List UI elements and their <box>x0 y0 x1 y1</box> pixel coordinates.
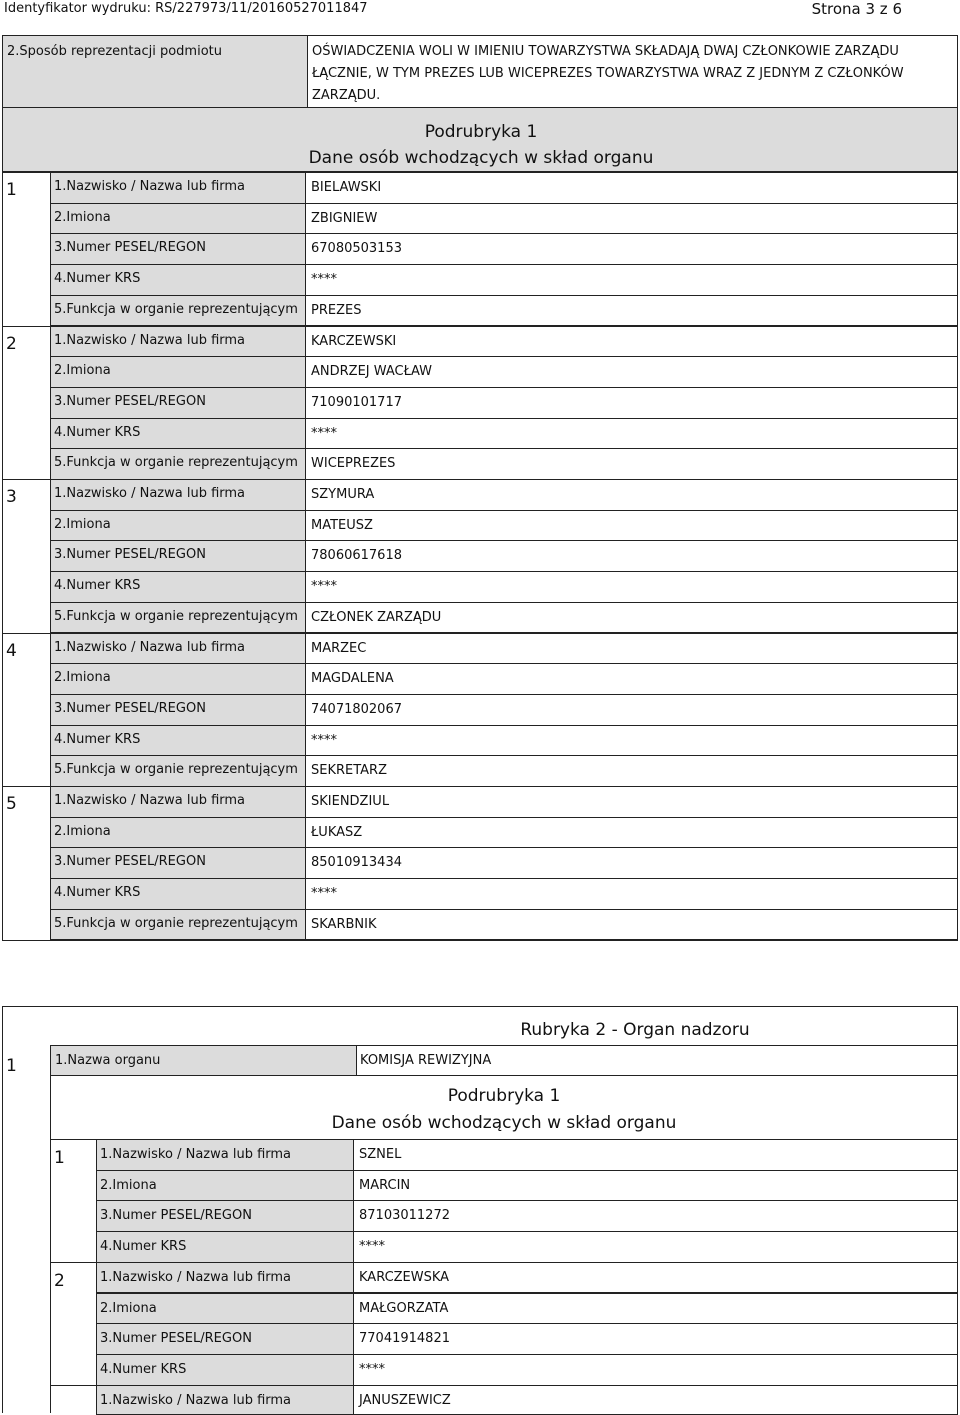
field-value: SKIENDZIUL <box>311 794 390 809</box>
field-value: JANUSZEWICZ <box>359 1392 451 1408</box>
subsection-header <box>2 107 958 172</box>
field-value: CZŁONEK ZARZĄDU <box>311 609 442 625</box>
field-value-cell <box>353 1139 958 1171</box>
organ-name-value: KOMISJA REWIZYJNA <box>360 1053 492 1068</box>
field-label: 4.Numer KRS <box>100 1239 187 1255</box>
field-label: 3.Numer PESEL/REGON <box>54 854 206 870</box>
representation-value-line1: OŚWIADCZENIA WOLI W IMIENIU TOWARZYSTWA SKŁADAJĄ DWAJ CZŁONKOWIE ZARZĄDU <box>312 44 899 59</box>
field-label: 3.Numer PESEL/REGON <box>54 240 206 256</box>
field-label: 5.Funkcja w organie reprezentującym <box>54 762 298 778</box>
field-value: SZNEL <box>359 1147 402 1162</box>
field-label: 2.Imiona <box>54 823 111 839</box>
field-value-cell <box>353 1354 958 1386</box>
field-label: 5.Funkcja w organie reprezentującym <box>54 301 298 317</box>
field-value-cell <box>305 387 958 419</box>
field-value-cell <box>305 448 958 480</box>
field-value-cell <box>305 878 958 910</box>
field-label: 1.Nazwisko / Nazwa lub firma <box>54 639 246 655</box>
field-label: 2.Imiona <box>100 1177 157 1193</box>
subsection-subtitle: Dane osób wchodzących w skład organu <box>308 148 654 168</box>
board-member-index: 4 <box>6 640 17 661</box>
field-label: 5.Funkcja w organie reprezentującym <box>54 455 298 471</box>
field-value: **** <box>359 1239 385 1255</box>
rubric-2-index: 1 <box>6 1056 17 1076</box>
field-value-cell <box>305 540 958 572</box>
field-label: 3.Numer PESEL/REGON <box>100 1208 252 1224</box>
representation-value-line3: ZARZĄDU. <box>312 88 381 103</box>
field-label: 3.Numer PESEL/REGON <box>100 1331 252 1347</box>
field-value: **** <box>311 425 337 441</box>
field-value-cell <box>305 264 958 296</box>
organ-name-label: 1.Nazwa organu <box>55 1053 161 1068</box>
page-number: Strona 3 z 6 <box>811 0 902 18</box>
rubric-2-subsection-title: Podrubryka 1 <box>447 1086 561 1106</box>
field-value-cell <box>305 663 958 695</box>
representation-value-line2: ŁĄCZNIE, W TYM PREZES LUB WICEPREZES TOWARZYSTWA WRAZ Z JEDNYM Z CZŁONKÓW <box>312 66 904 81</box>
field-value-cell <box>305 786 958 818</box>
field-value: PREZES <box>311 302 362 318</box>
rubric-2-subsection-subtitle: Dane osób wchodzących w skład organu <box>331 1113 677 1133</box>
field-value: 87103011272 <box>359 1208 450 1224</box>
field-value: **** <box>311 886 337 902</box>
print-identifier: Identyfikator wydruku: RS/227973/11/20160527011847 <box>4 1 368 16</box>
field-value-cell <box>305 418 958 450</box>
representation-label-cell <box>2 35 308 108</box>
field-label: 2.Imiona <box>100 1300 157 1316</box>
field-label: 5.Funkcja w organie reprezentującym <box>54 915 298 931</box>
field-value: ŁUKASZ <box>311 824 363 840</box>
field-value: BIELAWSKI <box>311 180 382 195</box>
field-value: ANDRZEJ WACŁAW <box>311 364 432 380</box>
field-value-cell <box>305 909 958 941</box>
field-label: 1.Nazwisko / Nazwa lub firma <box>54 486 246 501</box>
field-value: **** <box>311 732 337 748</box>
board-member-index: 1 <box>6 180 17 200</box>
subsection-title: Podrubryka 1 <box>424 122 538 142</box>
field-label: 4.Numer KRS <box>100 1361 187 1377</box>
field-value-cell <box>353 1231 958 1263</box>
field-label: 1.Nazwisko / Nazwa lub firma <box>100 1392 292 1408</box>
field-value-cell <box>353 1170 958 1202</box>
field-label: 1.Nazwisko / Nazwa lub firma <box>100 1269 292 1285</box>
field-label: 4.Numer KRS <box>54 424 141 440</box>
field-value: MAŁGORZATA <box>359 1300 449 1316</box>
field-value: 67080503153 <box>311 241 402 257</box>
field-label: 4.Numer KRS <box>54 578 141 594</box>
field-value-cell <box>305 203 958 235</box>
field-value: SEKRETARZ <box>311 763 388 779</box>
field-label: 2.Imiona <box>54 363 111 379</box>
board-member-index: 2 <box>6 333 17 354</box>
supervisory-member-index: 2 <box>54 1270 65 1291</box>
field-value-cell <box>305 817 958 849</box>
field-value: MARCIN <box>359 1177 411 1193</box>
field-value-cell <box>305 755 958 787</box>
field-value-cell <box>305 510 958 542</box>
field-value: 78060617618 <box>311 548 402 564</box>
field-value: SKARBNIK <box>311 916 377 932</box>
field-value: 85010913434 <box>311 855 402 871</box>
field-value: 74071802067 <box>311 701 402 717</box>
field-value: KARCZEWSKI <box>311 333 397 349</box>
representation-value-cell <box>307 35 958 108</box>
field-label: 3.Numer PESEL/REGON <box>54 393 206 409</box>
field-value: **** <box>311 579 337 595</box>
field-value-cell <box>305 295 958 327</box>
field-value-cell <box>305 725 958 757</box>
field-label: 4.Numer KRS <box>54 271 141 287</box>
field-value: MARZEC <box>311 640 367 656</box>
organ-name-value-cell <box>356 1045 958 1076</box>
field-label: 4.Numer KRS <box>54 885 141 901</box>
field-value-cell <box>305 172 958 204</box>
field-value: KARCZEWSKA <box>359 1269 450 1285</box>
field-value: 77041914821 <box>359 1331 450 1347</box>
field-label: 2.Imiona <box>54 670 111 686</box>
board-member-index: 3 <box>6 487 17 507</box>
field-label: 1.Nazwisko / Nazwa lub firma <box>54 332 246 348</box>
field-value: MAGDALENA <box>311 671 394 687</box>
field-value-cell <box>305 694 958 726</box>
rubric-2-title: Rubryka 2 - Organ nadzoru <box>520 1020 750 1040</box>
organ-name-label-cell <box>50 1045 357 1076</box>
field-label: 2.Imiona <box>54 516 111 532</box>
field-value-cell <box>305 571 958 603</box>
field-label: 1.Nazwisko / Nazwa lub firma <box>100 1147 292 1162</box>
representation-label: 2.Sposób reprezentacji podmiotu <box>7 44 222 59</box>
supervisory-member-index: 1 <box>54 1148 65 1168</box>
field-value-cell <box>305 847 958 879</box>
field-label: 3.Numer PESEL/REGON <box>54 547 206 563</box>
field-label: 1.Nazwisko / Nazwa lub firma <box>54 793 246 808</box>
field-value: WICEPREZES <box>311 456 396 472</box>
field-label: 3.Numer PESEL/REGON <box>54 700 206 716</box>
field-label: 1.Nazwisko / Nazwa lub firma <box>54 179 246 194</box>
field-value-cell <box>305 633 958 665</box>
field-label: 4.Numer KRS <box>54 731 141 747</box>
field-value-cell <box>305 326 958 358</box>
board-member-index: 5 <box>6 794 17 814</box>
field-label: 2.Imiona <box>54 209 111 225</box>
field-value: SZYMURA <box>311 487 375 502</box>
field-value-cell <box>305 233 958 265</box>
field-label: 5.Funkcja w organie reprezentującym <box>54 608 298 624</box>
field-value: ZBIGNIEW <box>311 210 378 226</box>
field-value: **** <box>311 272 337 288</box>
field-value: 71090101717 <box>311 394 402 410</box>
field-value-cell <box>305 479 958 511</box>
field-value: MATEUSZ <box>311 517 373 533</box>
field-value: **** <box>359 1361 385 1377</box>
